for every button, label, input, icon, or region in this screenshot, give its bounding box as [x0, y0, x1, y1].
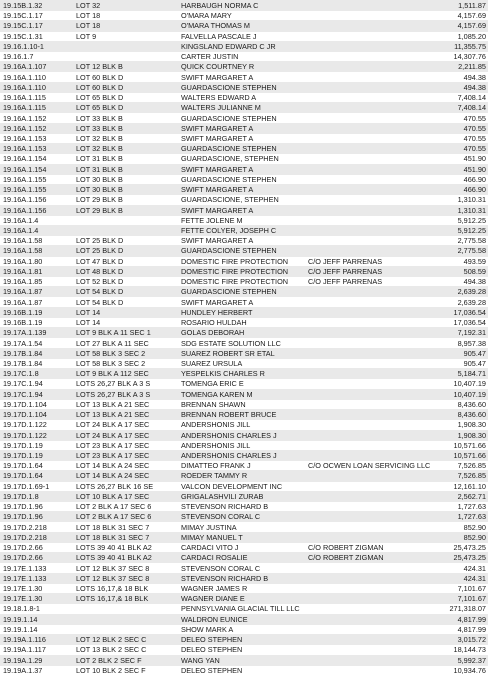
amount: 2,639.28 [457, 287, 486, 297]
lot-description: LOT 31 BLK B [76, 154, 123, 164]
owner-name: SHOW MARK A [181, 624, 234, 634]
amount: 905.47 [463, 358, 486, 368]
lot-description: LOTS 39 40 41 BLK A2 [76, 553, 152, 563]
amount: 4,817.99 [457, 624, 486, 634]
owner-name: DELEO STEPHEN [181, 665, 243, 675]
amount: 7,526.85 [457, 461, 486, 471]
amount: 4,157.69 [457, 11, 486, 21]
parcel-number: 19.16A.1.153 [3, 133, 47, 143]
owner-name: DOMESTIC FIRE PROTECTION [181, 277, 289, 287]
owner-name: TOMENGA ERIC E [181, 379, 244, 389]
owner-name: ROEDER TAMMY R [181, 471, 248, 481]
owner-name: ANDERSHONIS CHARLES J [181, 451, 277, 460]
parcel-number: 19.16A.1.115 [3, 103, 46, 113]
lot-description: LOT 48 BLK D [76, 266, 124, 276]
parcel-number: 19.18.1.8-1 [3, 604, 40, 614]
parcel-number: 19.16A.1.154 [3, 154, 47, 164]
parcel-number: 19.17E.1.30 [3, 594, 43, 604]
parcel-number: 19.17D.1.64 [3, 461, 43, 471]
parcel-number: 19.16A.1.110 [3, 82, 46, 92]
lot-description: LOT 23 BLK A 17 SEC [76, 451, 150, 460]
parcel-number: 19.16A.1.156 [3, 205, 47, 215]
amount: 1,908.30 [457, 430, 486, 440]
owner-name: DOMESTIC FIRE PROTECTION [181, 266, 289, 276]
owner-name: SWIFT MARGARET A [181, 297, 254, 307]
lot-description: LOT 25 BLK D [76, 236, 124, 246]
amount: 7,408.14 [457, 93, 486, 103]
owner-name: FETTE JOLENE M [181, 215, 243, 225]
amount: 14,307.76 [453, 52, 486, 62]
parcel-number: 19.16A.1.4 [3, 215, 39, 225]
parcel-number: 19.15C.1.17 [3, 11, 43, 21]
owner-name: GOLAS DEBORAH [181, 328, 245, 338]
owner-name: SWIFT MARGARET A [181, 236, 254, 246]
owner-name: SWIFT MARGARET A [181, 205, 254, 215]
amount: 494.38 [463, 72, 486, 82]
owner-name: ANDERSHONIS JILL [181, 420, 251, 430]
amount: 25,473.25 [453, 543, 486, 553]
lot-description: LOT 30 BLK B [76, 174, 123, 184]
amount: 466.90 [463, 174, 486, 184]
amount: 852.90 [463, 532, 486, 542]
parcel-number: 19.16B.1.19 [3, 318, 43, 328]
lot-description: LOT 65 BLK D [76, 93, 124, 103]
lot-description: LOT 13 BLK 2 SEC C [76, 645, 147, 655]
amount: 8,957.38 [457, 338, 486, 348]
amount: 10,571.66 [453, 451, 486, 460]
care-of: C/O JEFF PARRENAS [308, 256, 383, 266]
lot-description: LOT 54 BLK D [76, 297, 124, 307]
lot-description: LOT 14 [76, 318, 101, 328]
owner-name: STEVENSON RICHARD B [181, 573, 269, 583]
lot-description: LOT 14 BLK A 24 SEC [76, 461, 150, 471]
amount: 1,908.30 [457, 420, 486, 430]
parcel-number: 19.17D.1.122 [3, 420, 47, 430]
amount: 7,526.85 [457, 471, 486, 481]
lot-description: LOT 27 BLK A 11 SEC [76, 338, 149, 348]
parcel-number: 19.17B.1.84 [3, 358, 43, 368]
parcel-number: 19.16B.1.19 [3, 307, 43, 317]
parcel-number: 19.17D.1.64 [3, 471, 43, 481]
parcel-number: 19.17D.1.96 [3, 502, 43, 512]
lot-description: LOT 65 BLK D [76, 103, 124, 113]
owner-name: VALCON DEVELOPMENT INC [181, 481, 283, 491]
lot-description: LOT 32 [76, 1, 101, 10]
lot-description: LOT 29 BLK B [76, 195, 123, 205]
lot-description: LOT 9 BLK A 112 SEC [76, 369, 149, 379]
parcel-number: 19.15C.1.31 [3, 31, 43, 41]
parcel-number: 19.16A.1.87 [3, 287, 43, 297]
owner-name: SWIFT MARGARET A [181, 133, 254, 143]
parcel-number: 19.17D.2.218 [3, 522, 47, 532]
lot-description: LOT 2 BLK A 17 SEC 6 [76, 512, 152, 522]
owner-name: SWIFT MARGARET A [181, 185, 254, 195]
parcel-number: 19.19A.1.117 [3, 645, 46, 655]
owner-name: GUARDASCIONE STEPHEN [181, 82, 277, 92]
lot-description: LOT 18 [76, 11, 101, 21]
owner-name: STEVENSON CORAL C [181, 563, 261, 573]
parcel-number: 19.16A.1.87 [3, 297, 43, 307]
amount: 470.55 [463, 144, 486, 154]
parcel-number: 19.19A.1.37 [3, 665, 43, 675]
parcel-number: 19.16A.1.152 [3, 123, 47, 133]
owner-name: HUNDLEY HERBERT [181, 307, 253, 317]
lot-description: LOT 33 BLK B [76, 113, 123, 123]
lot-description: LOT 25 BLK D [76, 246, 124, 256]
owner-name: DELEO STEPHEN [181, 635, 243, 645]
owner-name: GUARDASCIONE STEPHEN [181, 113, 277, 123]
amount: 17,036.54 [453, 307, 486, 317]
amount: 10,571.66 [453, 440, 486, 450]
parcel-number: 19.16A.1.58 [3, 236, 43, 246]
amount: 493.59 [463, 256, 486, 266]
owner-name: WALDRON EUNICE [181, 614, 248, 624]
parcel-number: 19.17D.1.8 [3, 491, 39, 501]
amount: 11,355.75 [454, 41, 486, 51]
parcel-number: 19.16A.1.152 [3, 113, 47, 123]
parcel-number: 19.16A.1.154 [3, 164, 47, 174]
lot-description: LOTS 26,27 BLK 16 SE [76, 481, 154, 491]
table-row [0, 665, 488, 676]
parcel-number: 19.17D.2.66 [3, 553, 43, 563]
amount: 852.90 [463, 522, 486, 532]
parcel-number: 19.17C.1.8 [3, 369, 39, 379]
care-of: C/O JEFF PARRENAS [308, 277, 383, 287]
parcel-number: 19.17D.1.104 [3, 410, 47, 420]
parcel-number: 19.19A.1.116 [3, 635, 46, 645]
lot-description: LOT 12 BLK 37 SEC 8 [76, 563, 150, 573]
parcel-number: 19.17C.1.94 [3, 379, 43, 389]
parcel-number: 19.16A.1.110 [3, 72, 46, 82]
owner-name: WAGNER DIANE E [181, 594, 245, 604]
lot-description: LOT 10 BLK A 17 SEC [76, 491, 150, 501]
amount: 494.38 [463, 82, 486, 92]
parcel-number: 19.16A.1.156 [3, 195, 47, 205]
amount: 10,407.19 [453, 379, 486, 389]
lot-description: LOT 18 BLK 31 SEC 7 [76, 522, 150, 532]
amount: 508.59 [463, 266, 486, 276]
amount: 466.90 [463, 185, 486, 195]
parcel-number: 19.19A.1.29 [3, 655, 43, 665]
lot-description: LOT 33 BLK B [76, 123, 123, 133]
amount: 7,192.31 [457, 328, 486, 338]
owner-name: SUAREZ URSULA [181, 358, 243, 368]
owner-name: KINGSLAND EDWARD C JR [181, 41, 276, 51]
lot-description: LOTS 16,17,& 18 BLK [76, 583, 149, 593]
amount: 25,473.25 [453, 553, 486, 563]
amount: 2,211.85 [458, 62, 486, 72]
owner-name: WALTERS JULIANNE M [181, 103, 261, 113]
parcel-number: 19.17D.1.104 [3, 399, 47, 409]
owner-name: SUAREZ ROBERT SR ETAL [181, 348, 275, 358]
parcel-number: 19.16A.1.58 [3, 246, 43, 256]
amount: 470.55 [463, 123, 486, 133]
owner-name: SWIFT MARGARET A [181, 123, 254, 133]
owner-name: DOMESTIC FIRE PROTECTION [181, 256, 289, 266]
amount: 451.90 [463, 164, 486, 174]
parcel-number: 19.17D.1.96 [3, 512, 43, 522]
lot-description: LOT 18 [76, 21, 101, 31]
parcel-number: 19.16A.1.107 [3, 62, 47, 72]
parcel-number: 19.17C.1.94 [3, 389, 43, 399]
owner-name: WANG YAN [181, 655, 220, 665]
lot-description: LOT 2 BLK A 17 SEC 6 [76, 502, 152, 512]
parcel-number: 19.17D.1.69-1 [3, 481, 50, 491]
owner-name: SWIFT MARGARET A [181, 72, 254, 82]
amount: 7,101.67 [457, 583, 486, 593]
owner-name: SDG ESTATE SOLUTION LLC [181, 338, 281, 348]
amount: 4,817.99 [457, 614, 486, 624]
amount: 451.90 [463, 154, 486, 164]
amount: 1,511.87 [458, 1, 486, 10]
owner-name: WALTERS EDWARD A [181, 93, 257, 103]
owner-name: BRENNAN SHAWN [181, 399, 246, 409]
lot-description: LOT 12 BLK B [76, 62, 123, 72]
amount: 905.47 [463, 348, 486, 358]
amount: 12,161.10 [453, 481, 486, 491]
amount: 2,775.58 [457, 236, 486, 246]
owner-name: GUARDASCIONE STEPHEN [181, 246, 277, 256]
lot-description: LOT 14 [76, 307, 101, 317]
amount: 10,934.76 [453, 665, 486, 675]
care-of: C/O OCWEN LOAN SERVICING LLC [308, 461, 431, 471]
lot-description: LOT 23 BLK A 17 SEC [76, 440, 150, 450]
parcel-number: 19.15B.1.32 [3, 1, 43, 10]
owner-name: MIMAY MANUEL T [181, 532, 243, 542]
amount: 7,408.14 [457, 103, 486, 113]
parcel-number: 19.16.1.7 [3, 52, 34, 62]
owner-name: MIMAY JUSTINA [181, 522, 237, 532]
parcel-number: 19.17D.1.19 [3, 451, 43, 460]
parcel-number: 19.16A.1.153 [3, 144, 47, 154]
amount: 2,639.28 [457, 297, 486, 307]
owner-name: GRIGALASHVILI ZURAB [181, 491, 264, 501]
amount: 494.38 [463, 277, 486, 287]
amount: 8,436.60 [457, 410, 486, 420]
lot-description: LOT 9 [76, 31, 97, 41]
amount: 4,157.69 [457, 21, 486, 31]
parcel-number: 19.15C.1.17 [3, 21, 43, 31]
amount: 1,727.63 [457, 502, 486, 512]
lot-description: LOT 30 BLK B [76, 185, 123, 195]
lot-description: LOT 32 BLK B [76, 144, 123, 154]
amount: 424.31 [463, 563, 486, 573]
parcel-number: 19.17A.1.139 [3, 328, 47, 338]
lot-description: LOT 13 BLK A 21 SEC [76, 399, 150, 409]
amount: 5,912.25 [457, 215, 486, 225]
owner-name: SWIFT MARGARET A [181, 164, 254, 174]
owner-name: HARBAUGH NORMA C [181, 1, 259, 10]
lot-description: LOTS 39 40 41 BLK A2 [76, 543, 152, 553]
owner-name: TOMENGA KAREN M [181, 389, 253, 399]
lot-description: LOT 10 BLK 2 SEC F [76, 665, 146, 675]
owner-name: GUARDASCIONE, STEPHEN [181, 154, 279, 164]
parcel-number: 19.16A.1.4 [3, 226, 39, 235]
parcel-number: 19.16A.1.81 [3, 266, 43, 276]
amount: 470.55 [463, 133, 486, 143]
lot-description: LOT 31 BLK B [76, 164, 123, 174]
amount: 10,407.19 [453, 389, 486, 399]
parcel-number: 19.17A.1.54 [3, 338, 43, 348]
lot-description: LOT 18 BLK 31 SEC 7 [76, 532, 150, 542]
owner-name: GUARDASCIONE, STEPHEN [181, 195, 279, 205]
lot-description: LOT 54 BLK D [76, 287, 124, 297]
owner-name: QUICK COURTNEY R [181, 62, 255, 72]
owner-name: ROSARIO HULDAH [181, 318, 247, 328]
amount: 424.31 [463, 573, 486, 583]
parcel-number: 19.19.1.14 [3, 624, 38, 634]
owner-name: ANDERSHONIS JILL [181, 440, 251, 450]
parcel-number: 19.16A.1.155 [3, 185, 47, 195]
owner-name: DIMATTEO FRANK J [181, 461, 251, 471]
parcel-number: 19.17B.1.84 [3, 348, 43, 358]
amount: 18,144.73 [453, 645, 486, 655]
amount: 271,318.07 [449, 604, 486, 614]
amount: 1,310.31 [457, 195, 486, 205]
lot-description: LOTS 26,27 BLK A 3 S [76, 389, 151, 399]
amount: 470.55 [463, 113, 486, 123]
parcel-number: 19.16A.1.115 [3, 93, 46, 103]
lot-description: LOT 24 BLK A 17 SEC [76, 420, 150, 430]
lot-description: LOT 9 BLK A 11 SEC 1 [76, 328, 151, 338]
amount: 7,101.67 [457, 594, 486, 604]
parcel-number: 19.17E.1.133 [3, 573, 47, 583]
lot-description: LOTS 26,27 BLK A 3 S [76, 379, 151, 389]
lot-description: LOT 32 BLK B [76, 133, 123, 143]
owner-name: BRENNAN ROBERT BRUCE [181, 410, 277, 420]
owner-name: DELEO STEPHEN [181, 645, 243, 655]
owner-name: PENNSYLVANIA GLACIAL TILL LLC [181, 604, 300, 614]
amount: 2,562.71 [457, 491, 486, 501]
amount: 5,912.25 [457, 226, 486, 235]
amount: 1,727.63 [457, 512, 486, 522]
lot-description: LOTS 16,17,& 18 BLK [76, 594, 149, 604]
care-of: C/O ROBERT ZIGMAN [308, 553, 384, 563]
owner-name: STEVENSON CORAL C [181, 512, 261, 522]
parcel-number: 19.16A.1.85 [3, 277, 43, 287]
owner-name: GUARDASCIONE STEPHEN [181, 287, 277, 297]
owner-name: CARDACI VITO J [181, 543, 239, 553]
amount: 5,184.71 [457, 369, 486, 379]
lot-description: LOT 12 BLK 37 SEC 8 [76, 573, 150, 583]
lot-description: LOT 60 BLK D [76, 82, 124, 92]
parcel-number: 19.17D.1.122 [3, 430, 47, 440]
care-of: C/O ROBERT ZIGMAN [308, 543, 384, 553]
parcel-number: 19.17D.2.66 [3, 543, 43, 553]
amount: 8,436.60 [457, 399, 486, 409]
amount: 3,015.72 [457, 635, 486, 645]
lot-description: LOT 58 BLK 3 SEC 2 [76, 348, 146, 358]
owner-name: FETTE COLYER, JOSEPH C [181, 226, 277, 235]
parcel-number: 19.17E.1.133 [3, 563, 47, 573]
owner-name: ANDERSHONIS CHARLES J [181, 430, 277, 440]
amount: 2,775.58 [457, 246, 486, 256]
owner-name: CARTER JUSTIN [181, 52, 239, 62]
parcel-number: 19.16.1.10-1 [3, 41, 44, 51]
lot-description: LOT 29 BLK B [76, 205, 123, 215]
lot-description: LOT 13 BLK A 21 SEC [76, 410, 150, 420]
owner-name: FALVELLA PASCALE J [181, 31, 257, 41]
owner-name: CARDACI ROSALIE [181, 553, 248, 563]
lot-description: LOT 47 BLK D [76, 256, 124, 266]
lot-description: LOT 14 BLK A 24 SEC [76, 471, 150, 481]
owner-name: GUARDASCIONE STEPHEN [181, 174, 277, 184]
owner-name: O'MARA THOMAS M [181, 21, 250, 31]
parcel-number: 19.17D.1.19 [3, 440, 43, 450]
lot-description: LOT 2 BLK 2 SEC F [76, 655, 142, 665]
owner-name: YESPELKIS CHARLES R [181, 369, 265, 379]
parcel-number: 19.17D.2.218 [3, 532, 47, 542]
parcel-number: 19.17E.1.30 [3, 583, 43, 593]
amount: 17,036.54 [453, 318, 486, 328]
lot-description: LOT 24 BLK A 17 SEC [76, 430, 150, 440]
lot-description: LOT 52 BLK D [76, 277, 124, 287]
parcel-number: 19.19.1.14 [3, 614, 38, 624]
parcel-number: 19.16A.1.80 [3, 256, 43, 266]
owner-name: O'MARA MARY [181, 11, 232, 21]
owner-name: WAGNER JAMES R [181, 583, 248, 593]
lot-description: LOT 60 BLK D [76, 72, 124, 82]
amount: 1,310.31 [457, 205, 486, 215]
lot-description: LOT 58 BLK 3 SEC 2 [76, 358, 146, 368]
care-of: C/O JEFF PARRENAS [308, 266, 383, 276]
lot-description: LOT 12 BLK 2 SEC C [76, 635, 147, 645]
amount: 5,992.37 [457, 655, 486, 665]
owner-name: STEVENSON RICHARD B [181, 502, 269, 512]
parcel-number: 19.16A.1.155 [3, 174, 47, 184]
owner-name: GUARDASCIONE STEPHEN [181, 144, 277, 154]
amount: 1,085.20 [457, 31, 486, 41]
